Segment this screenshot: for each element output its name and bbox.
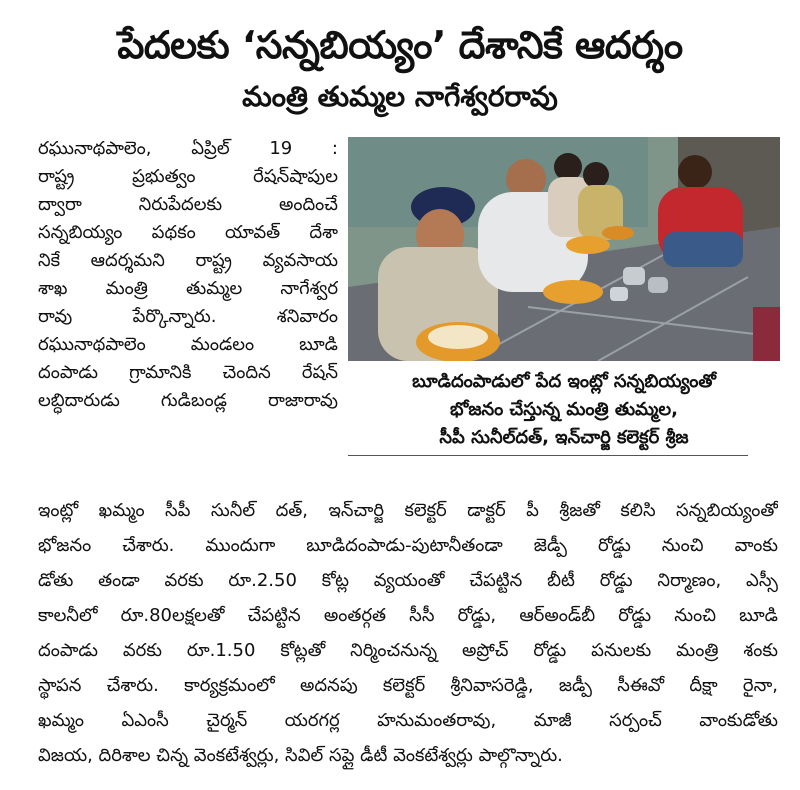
article-full-width-body bbox=[38, 493, 778, 773]
article-line: రఘునాథపాలెం మండలం బూడి bbox=[38, 334, 338, 355]
article-line: రావు పేర్కొన్నారు. శనివారం bbox=[38, 306, 338, 327]
headline: పేదలకు ‘సన్నబియ్యం’ దేశానికే ఆదర్శం bbox=[117, 23, 683, 67]
article-line: రాష్ట్ర ప్రభుత్వం రేషన్‌షాపుల bbox=[38, 166, 338, 187]
news-photo bbox=[348, 137, 780, 361]
article-line: ఇంట్లో ఖమ్మం సీపీ సునీల్ దత్, ఇన్‌చార్జి కలెక్టర్ డాక్టర్ పీ శ్రీజతో కలిసి సన్నబియ్యంతో bbox=[38, 500, 778, 521]
article-line: కాలనీలో రూ.80లక్షలతో చేపట్టిన అంతర్గత సీసీ రోడ్డు, ఆర్అండ్‌బీ రోడ్డు నుంచి బూడి bbox=[38, 605, 778, 626]
article-line: లబ్ధిదారుడు గుడిబండ్ల రాజారావు bbox=[38, 390, 338, 411]
article-line: దంపాడు గ్రామానికి చెందిన రేషన్ bbox=[38, 362, 338, 383]
caption-divider bbox=[348, 455, 748, 456]
article-line: శాఖ మంత్రి తుమ్మల నాగేశ్వర bbox=[38, 278, 338, 299]
caption-line: భోజనం చేస్తున్న మంత్రి తుమ్మల, bbox=[450, 399, 678, 420]
caption-line: బూడిదంపాడులో పేద ఇంట్లో సన్నబియ్యంతో bbox=[412, 371, 716, 392]
article-left-column bbox=[38, 135, 338, 415]
news-photo-illustration bbox=[348, 137, 780, 361]
article-line: భోజనం చేశారు. ముందుగా బూడిదంపాడు-పుటానీతండా జెడ్పీ రోడ్డు నుంచి వాంకు bbox=[38, 535, 778, 556]
article-line: నికే ఆదర్శమని రాష్ట్ర వ్యవసాయ bbox=[38, 250, 338, 271]
article-line: సన్నబియ్యం పథకం యావత్ దేశా bbox=[38, 222, 338, 243]
article-line: ఖమ్మం ఏఎంసీ చైర్మన్ యరగర్ల హనుమంతరావు, మాజీ సర్పంచ్ వాంకుడోతు bbox=[38, 710, 778, 731]
article-line: స్థాపన చేశారు. కార్యక్రమంలో అదనపు కలెక్టర్ శ్రీనివాసరెడ్డి, జడ్పీ సీఈవో దీక్షా రైనా, bbox=[38, 675, 778, 696]
photo-caption bbox=[348, 368, 780, 452]
article-line: రఘునాథపాలెం, ఏప్రిల్ 19 : bbox=[38, 138, 338, 159]
caption-line: సీపీ సునీల్‌దత్, ఇన్‌చార్జి కలెక్టర్ శ్రీజ bbox=[439, 427, 689, 448]
article-line: డోతు తండా వరకు రూ.2.50 కోట్ల వ్యయంతో చేపట్టిన బీటీ రోడ్డు నిర్మాణం, ఎస్సీ bbox=[38, 570, 778, 591]
article-line: దంపాడు వరకు రూ.1.50 కోట్లతో నిర్మించనున్న అప్రోచ్ రోడ్డు పనులకు మంత్రి శంకు bbox=[38, 640, 778, 661]
subheadline: మంత్రి తుమ్మల నాగేశ్వరరావు bbox=[242, 80, 558, 113]
article-line: విజయ, దిరిశాల చిన్న వెంకటేశ్వర్లు, సివిల్ సప్లై డీటీ వెంకటేశ్వర్లు పాల్గొన్నారు. bbox=[38, 745, 563, 766]
article-line: ద్వారా నిరుపేదలకు అందించే bbox=[38, 194, 338, 215]
